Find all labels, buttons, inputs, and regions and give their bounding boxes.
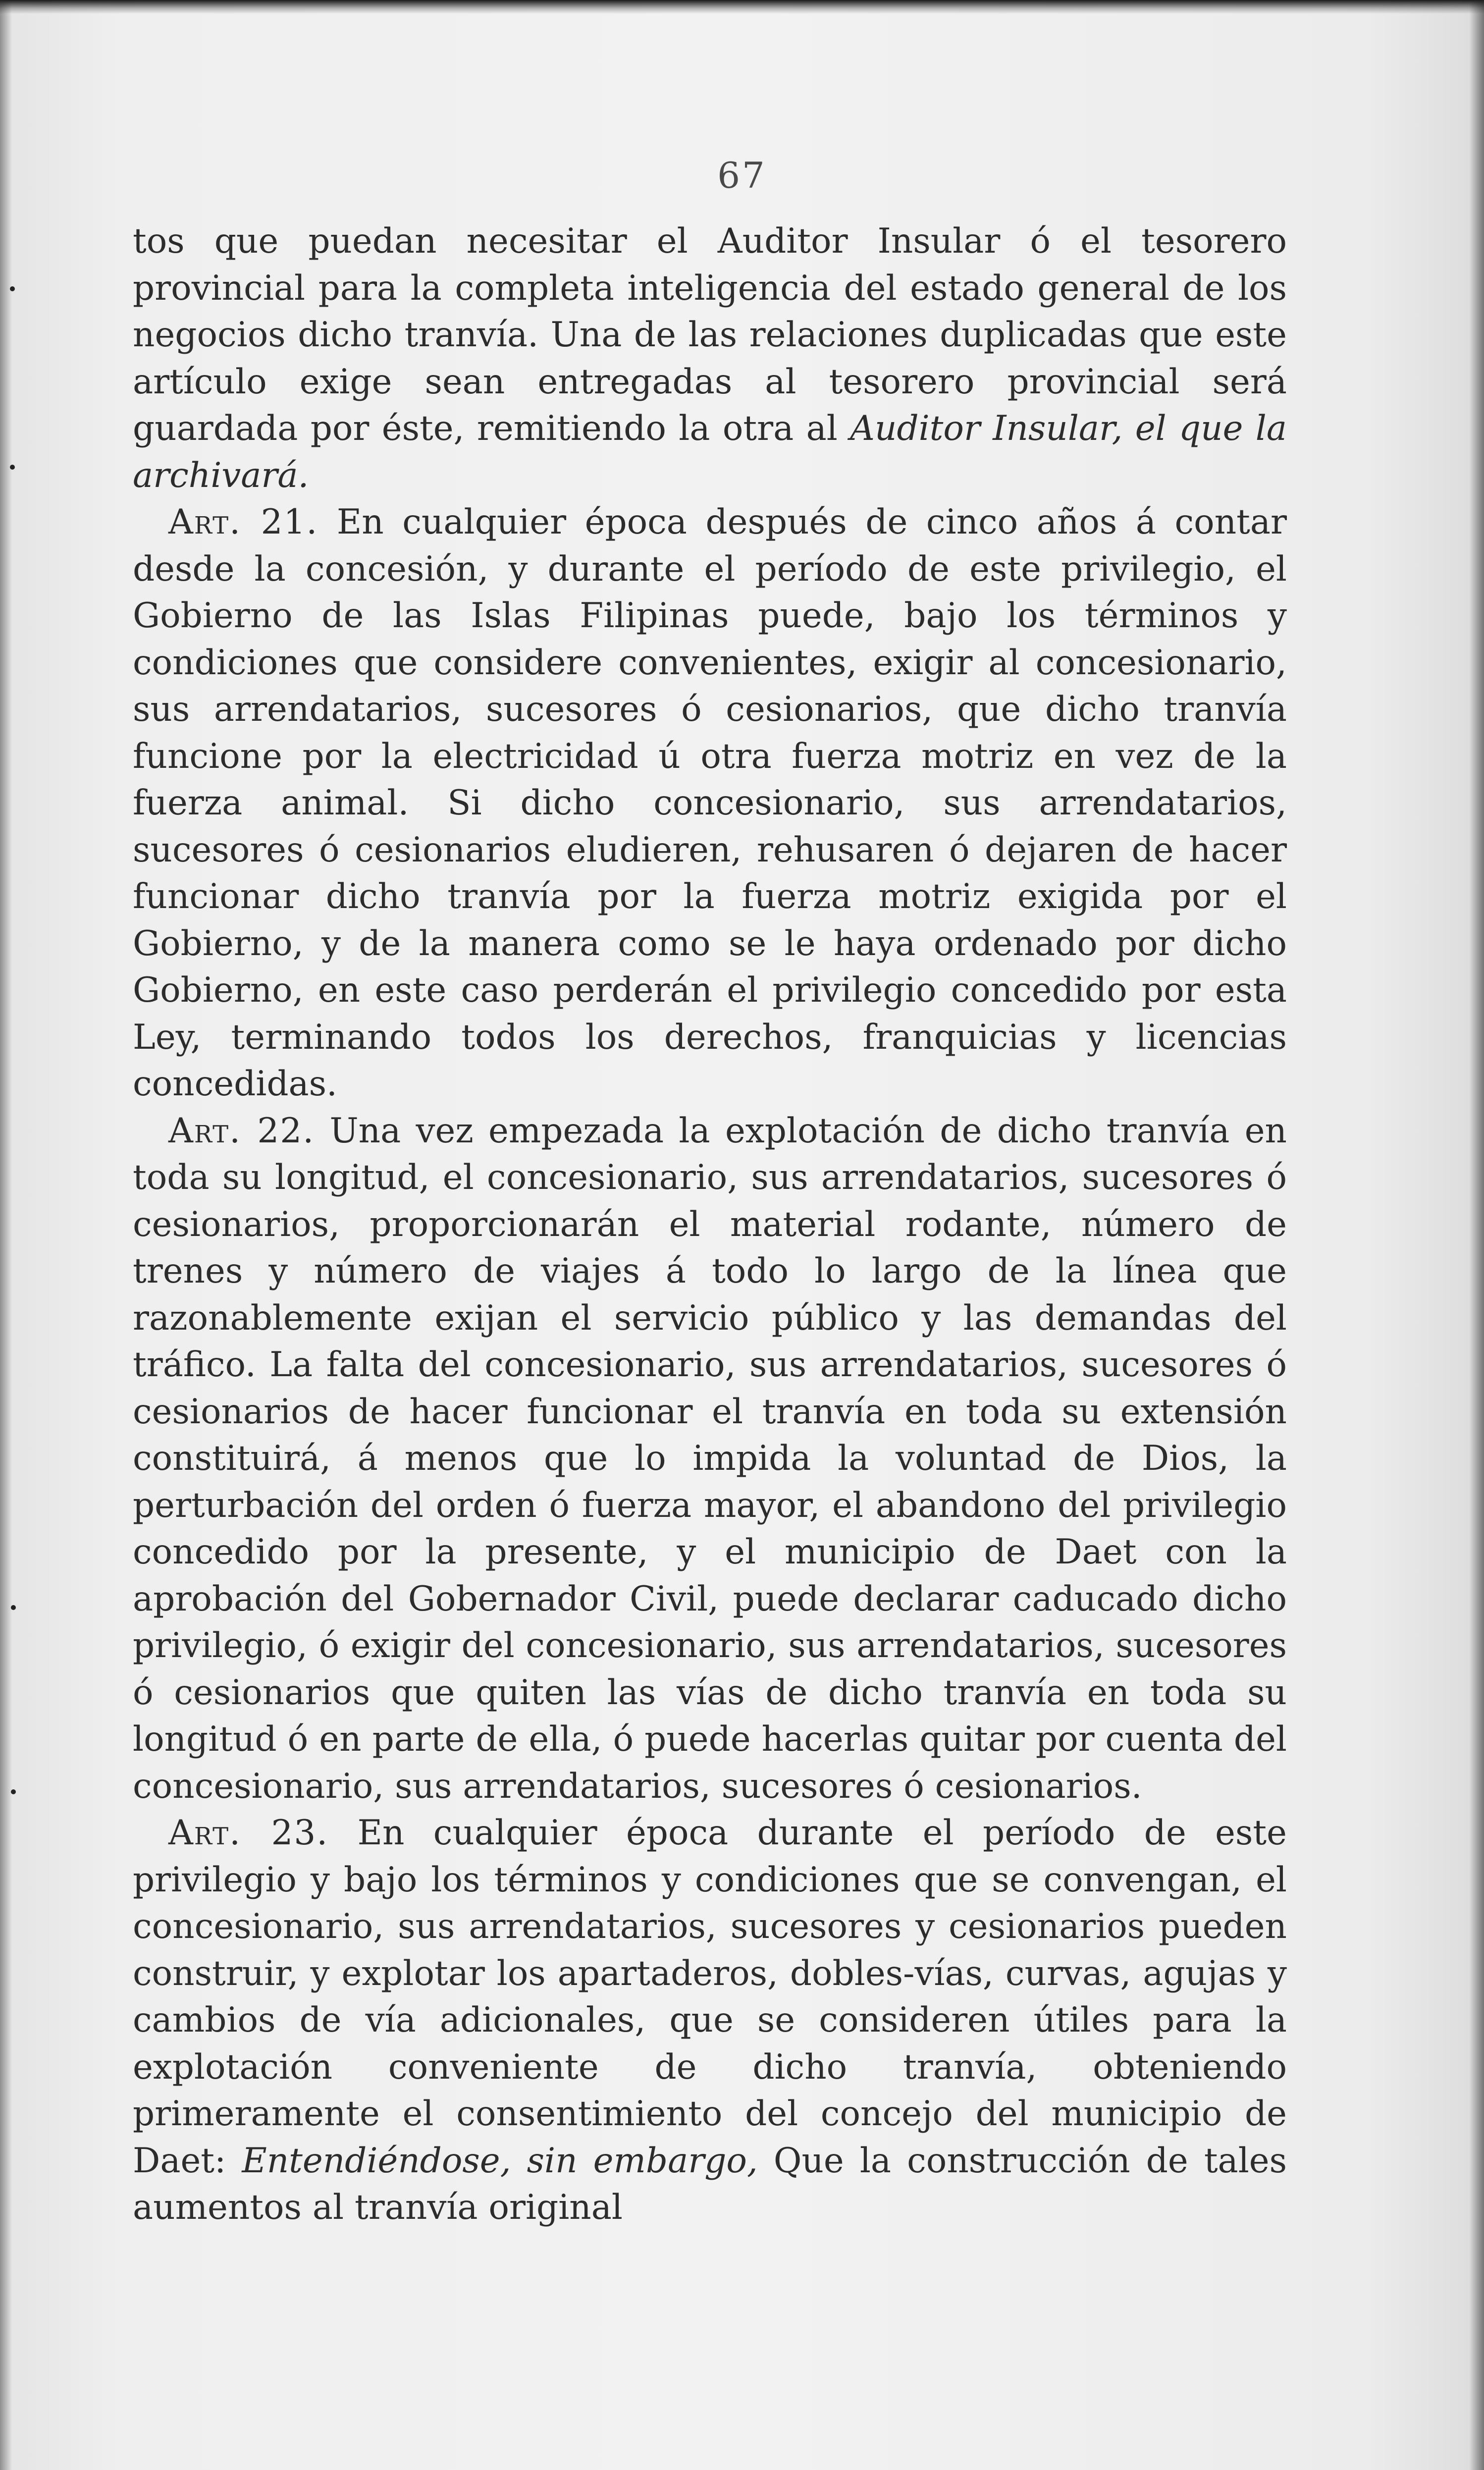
text-run: En cualquier época después de cinco años á contar desde la concesión, y durante el período de este privilegio, el Gobierno de las Islas Filipinas puede, bajo los términos y condiciones que considere convenientes, exigir al concesionario, sus arrendatarios, sucesores ó cesionarios, que dicho tranvía funcione por la electricidad ú otra fuerza motriz en vez de la fuerza animal. Si dicho concesionario, sus arrendatarios, sucesores ó cesionarios eludieren, rehusaren ó dejaren de hacer funcionar dicho tranvía por la fuerza motriz exigida por el Gobierno, y de la manera como se le haya ordenado por dicho Gobierno, en este caso perderán el privilegio concedido por esta Ley, terminando todos los derechos, franquicias y licencias concedidas.: [133, 502, 1287, 1104]
scan-shadow-top: [0, 0, 1484, 14]
page-number: 67: [717, 155, 767, 196]
body-text: [133, 218, 1287, 2231]
article-label: Art. 22.: [168, 1111, 315, 1151]
scan-shadow-right: [1469, 0, 1484, 2470]
article-22: [133, 1108, 1287, 1810]
margin-speck-3: [11, 1605, 16, 1610]
margin-speck-2: [10, 465, 15, 470]
margin-speck-4: [11, 1789, 16, 1794]
text-run-italic: Entendiéndose, sin embargo,: [242, 2141, 758, 2181]
text-run: tos que puedan necesitar el Auditor Insular ó el tesorero provincial para la completa inteligencia del estado general de los negocios dicho tranvía. Una de las relaciones duplicadas que este artículo exige sean entregadas al tesorero provincial será guardada por éste, remitiendo la otra al: [133, 221, 1287, 448]
scan-shadow-left: [0, 0, 12, 2470]
article-label: Art. 21.: [168, 502, 318, 542]
article-21: [133, 499, 1287, 1108]
text-run: Una vez empezada la explotación de dicho tranvía en toda su longitud, el concesionario, sus arrendatarios, sucesores ó cesionarios, proporcionarán el material rodante, número de trenes y número de viajes á todo lo largo de la línea que razonablemente exijan el servicio público y las demandas del tráfico. La falta del concesionario, sus arrendatarios, sucesores ó cesionarios de hacer funcionar el tranvía en toda su extensión constituirá, á menos que lo impida la voluntad de Dios, la perturbación del orden ó fuerza mayor, el abandono del privilegio concedido por la presente, y el municipio de Daet con la aprobación del Gobernador Civil, puede declarar caducado dicho privilegio, ó exigir del concesionario, sus arrendatarios, sucesores ó cesionarios que quiten las vías de dicho tranvía en toda su longitud ó en parte de ella, ó puede hacerlas quitar por cuenta del concesionario, sus arrendatarios, sucesores ó cesionarios.: [133, 1111, 1287, 1806]
article-label: Art. 23.: [168, 1813, 329, 1853]
paragraph-continuation: [133, 218, 1287, 499]
text-run-italic: Auditor Insular, el que la archivará.: [133, 409, 1287, 495]
text-run: En cualquier época durante el período de este privilegio y bajo los términos y condiciones que se convengan, el concesionario, sus arrendatarios, sucesores y cesionarios pueden construir, y explotar los apartaderos, dobles-vías, curvas, agujas y cambios de vía adicionales, que se consideren útiles para la explotación conveniente de dicho tranvía, obteniendo primeramente el consentimiento del concejo del municipio de Daet:: [133, 1813, 1287, 2181]
article-23: [133, 1810, 1287, 2231]
text-run: Que la construcción de tales aumentos al tranvía original: [133, 2141, 1287, 2227]
margin-speck-1: [10, 286, 15, 291]
